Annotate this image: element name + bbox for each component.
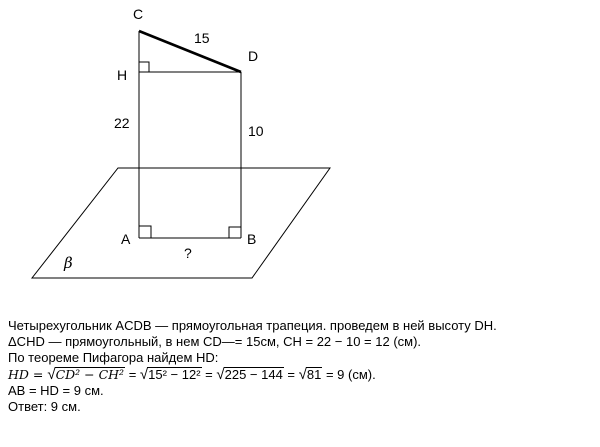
solution-line-1: Четырехугольник ACDB — прямоугольная трапеция. проведем в ней высоту DH. (8, 318, 497, 333)
plane-beta (32, 168, 330, 278)
radicand-2: 15² − 12² (148, 366, 201, 382)
label-h: H (117, 67, 128, 83)
formula-eq-3: = (201, 366, 217, 382)
segment-cd (139, 31, 241, 72)
right-angle-a (139, 226, 151, 238)
label-ca-length: 22 (114, 115, 130, 131)
radicand-1: CD² − CH² (55, 366, 125, 382)
label-b: B (247, 231, 257, 247)
right-angle-h (139, 62, 149, 72)
formula-eq-4: = (283, 366, 299, 382)
label-plane-beta: β (64, 254, 73, 272)
right-angle-b (229, 227, 241, 238)
label-a: A (121, 231, 131, 247)
solution-line-6: Ответ: 9 см. (8, 399, 81, 415)
solution-text (8, 318, 598, 415)
formula-tail: = 9 (см). (322, 366, 376, 382)
radicand-4: 81 (306, 366, 322, 382)
formula-lhs: HD = (8, 366, 48, 382)
solution-line-2: ΔCHD — прямоугольный, в нем CD—= 15см, CH = 22 − 10 = 12 (см). (8, 334, 422, 350)
label-d: D (248, 48, 259, 64)
label-ab-length: ? (184, 245, 192, 261)
solution-line-5: AB = HD = 9 см. (8, 382, 104, 398)
label-c: C (133, 6, 144, 22)
radicand-3: 225 − 144 (224, 366, 283, 382)
formula-eq-2: = (125, 366, 140, 382)
label-cd-length: 15 (194, 30, 210, 46)
solution-line-4: HD = √CD² − CH² = √15² − 12² = √225 − 144 = √81 = 9 (см). (8, 365, 376, 383)
label-db-length: 10 (248, 123, 264, 139)
solution-line-3: По теореме Пифагора найдем HD: (8, 350, 219, 366)
